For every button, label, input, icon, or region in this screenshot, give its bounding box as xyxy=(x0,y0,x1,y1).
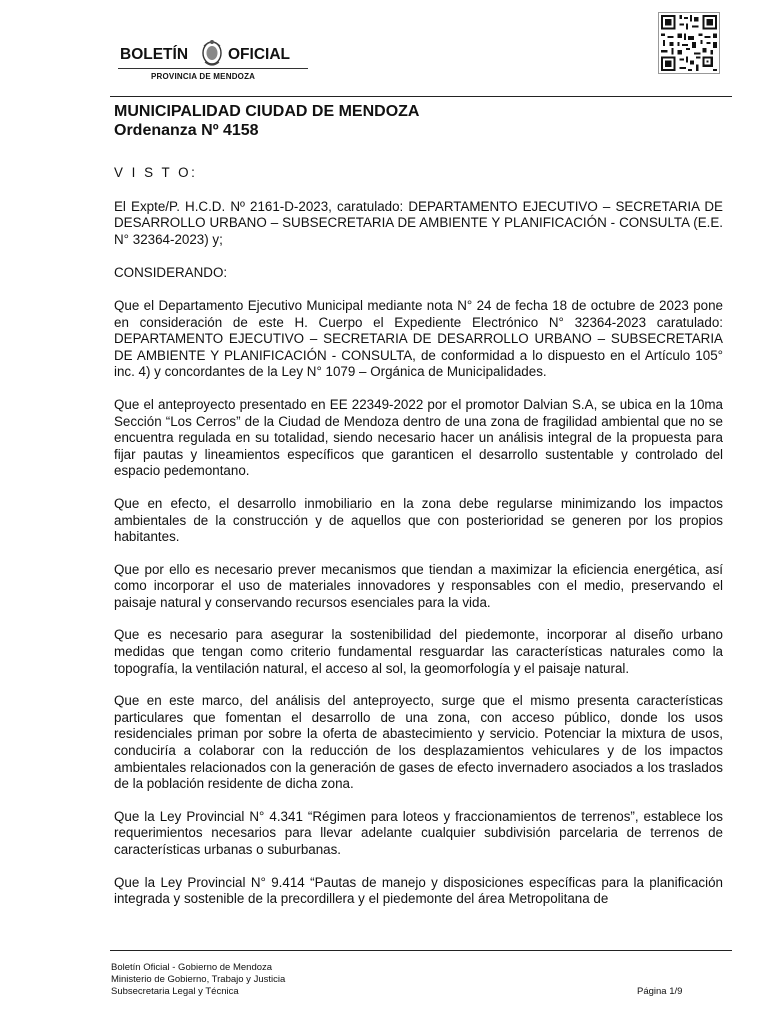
page-header xyxy=(0,0,768,98)
document-body xyxy=(114,102,723,908)
logo-underline xyxy=(118,68,308,69)
document-title xyxy=(114,102,723,140)
qr-code-icon xyxy=(658,12,720,74)
paragraph-expte: El Expte/P. H.C.D. Nº 2161-D-2023, caratulado: DEPARTAMENTO EJECUTIVO – SECRETARIA DE DESARROLLO URBANO – SUBSECRETARIA DE AMBIENTE Y PLANIFICACIÓN - CONSULTA (E.E. N° 32364-2023) y; xyxy=(114,198,723,247)
logo-text-left: BOLETÍN xyxy=(120,46,189,63)
paragraph-eficiencia: Que por ello es necesario prever mecanismos que tiendan a maximizar la eficiencia energética, así como incorporar el uso de materiales innovadores y responsables con el medio, preservando el paisaje natural y conservando recursos esenciales para la vida. xyxy=(114,561,723,610)
page-number: Página 1/9 xyxy=(637,986,683,997)
footer-line-1: Boletín Oficial - Gobierno de Mendoza xyxy=(111,962,273,973)
boletin-oficial-logo xyxy=(118,38,308,86)
considerando-heading: CONSIDERANDO: xyxy=(114,265,228,281)
paragraph-anteproyecto: Que el anteproyecto presentado en EE 22349-2022 por el promotor Dalvian S.A, se ubica en la 10ma Sección “Los Cerros” de la Ciudad de Mendoza dentro de una zona de fragilidad ambiental que no se encuentra regulada en su totalidad, siendo necesario hacer un análisis integral de la propuesta para fijar pautas y lineamientos específicos que garanticen el desarrollo sustentable y controlado del espacio pedemontano. xyxy=(114,396,723,479)
footer-line-3: Subsecretaria Legal y Técnica xyxy=(111,986,239,998)
paragraph-ley-4341: Que la Ley Provincial N° 4.341 “Régimen para loteos y fraccionamientos de terrenos”, establece los requerimientos necesarios para llevar adelante cualquier subdivisión parcelaria de terrenos de características urbanas o suburbanas. xyxy=(114,808,723,857)
logo-text-right: OFICIAL xyxy=(228,46,290,63)
page-footer xyxy=(111,962,285,999)
title-ordinance: Ordenanza Nº 4158 xyxy=(114,122,259,139)
mendoza-seal-icon xyxy=(200,38,224,68)
footer-divider xyxy=(110,950,732,951)
paragraph-desarrollo: Que en efecto, el desarrollo inmobiliario en la zona debe regularse minimizando los impactos ambientales de la construcción y de aquellos que con posterioridad se generen por los propios habitantes. xyxy=(114,495,723,545)
header-divider xyxy=(110,96,732,97)
paragraph-ley-9414: Que la Ley Provincial N° 9.414 “Pautas de manejo y disposiciones específicas para la planificación integrada y sostenible de la precordillera y el piedemonte del área Metropolitana de xyxy=(114,874,723,907)
paragraph-analisis: Que en este marco, del análisis del anteproyecto, surge que el mismo presenta características particulares que fomentan el desarrollo de una zona, con acceso público, donde los usos residenciales priman por sobre la oferta de abastecimiento y servicio. Potenciar la mixtura de usos, conduciría a colaborar con la reducción de los desplazamientos vehiculares y de los impactos ambientales relacionados con la generación de gases de efecto invernadero asociados a los traslados de la población residente de dicha zona. xyxy=(114,693,723,792)
footer-line-2: Ministerio de Gobierno, Trabajo y Justicia xyxy=(111,974,286,986)
paragraph-nota: Que el Departamento Ejecutivo Municipal mediante nota N° 24 de fecha 18 de octubre de 2023 pone en consideración de este H. Cuerpo el Expediente Electrónico N° 32364-2023 caratulado: DEPARTAMENTO EJECUTIVO – SECRETARIA DE DESARROLLO URBANO – SUBSECRETARIA DE AMBIENTE Y PLANIFICACIÓN - CONSULTA, de conformidad a lo dispuesto en el Artículo 105° inc. 4) y concordantes de la Ley N° 1079 – Orgánica de Municipalidades. xyxy=(114,297,723,380)
visto-heading: V I S T O: xyxy=(114,165,198,180)
paragraph-sostenibilidad: Que es necesario para asegurar la sostenibilidad del piedemonte, incorporar al diseño urbano medidas que tengan como criterio fundamental resguardar las características naturales como la topografía, la ventilación natural, el acceso al sol, la geomorfología y el paisaje natural. xyxy=(114,627,723,676)
title-municipality: MUNICIPALIDAD CIUDAD DE MENDOZA xyxy=(114,103,420,120)
logo-subtitle: PROVINCIA DE MENDOZA xyxy=(151,72,256,81)
